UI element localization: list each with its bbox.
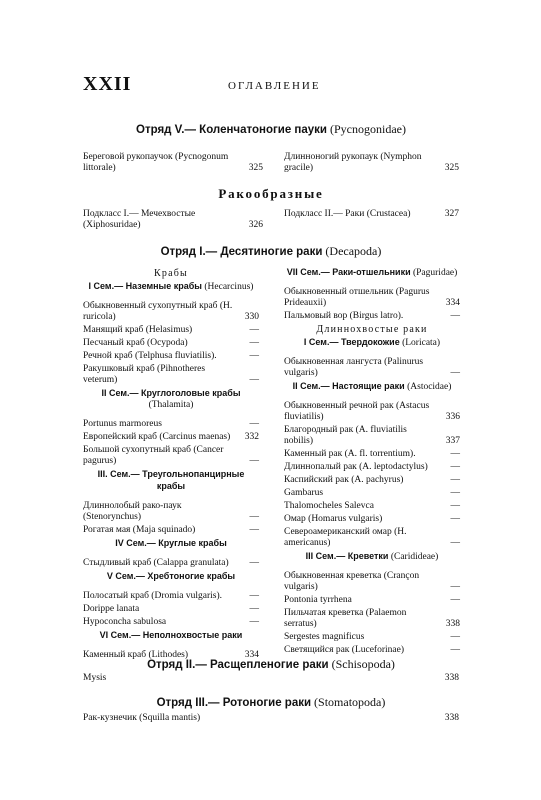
toc-entry[interactable]: Благородный рак (A. fluviatilis nobilis) 337 <box>284 425 460 446</box>
toc-entry[interactable]: Doripре lanata — <box>83 604 259 614</box>
toc-entry[interactable]: Длиннопалый рак (A. leptodactylus) — <box>284 462 460 472</box>
order-1-title: Отряд I.— Десятиногие раки <box>160 246 323 258</box>
toc-entry[interactable]: Рак-кузнечик (Squilla mantis) 338 <box>83 713 459 723</box>
order-3-heading <box>83 695 459 710</box>
toc-entry[interactable]: Sergestes magnificus — <box>284 632 460 642</box>
toc-entry[interactable]: Каспийский рак (A. pachyrus) — <box>284 475 460 485</box>
toc-entry[interactable]: Большой сухопутный краб (Cancer pagurus) — <box>83 445 259 466</box>
order-3-title: Отряд III.— Ротоногие раки <box>156 697 312 709</box>
toc-entry[interactable]: Обыкновенный сухопутный краб (H. ruricola) 330 <box>83 301 259 322</box>
family-heading: VII Сем.— Раки-отшельники (Paguridae) <box>286 267 458 278</box>
family-heading: I Сем.— Наземные крабы (Hecarcinus) <box>88 281 254 292</box>
right-column <box>284 267 460 658</box>
toc-entry[interactable]: Подкласс I.— Мечехвостые (Xiphosuridae) 326 <box>83 209 263 230</box>
order-1-latin: (Decapoda) <box>325 244 382 258</box>
toc-entry[interactable]: Европейский краб (Carcinus maenas) 332 <box>83 432 259 442</box>
family-heading: II Сем.— Настоящие раки (Astocidae) <box>292 381 452 392</box>
family-heading: III Сем.— Креветки (Caridideae) <box>305 551 439 562</box>
toc-entry[interactable]: Gambarus — <box>284 488 460 498</box>
toc-entry[interactable]: Обыкновенный отшельник (Pagurus Prideauxii) 334 <box>284 287 460 308</box>
toc-entry[interactable]: Омар (Homarus vulgaris) — <box>284 514 460 524</box>
toc-entry[interactable]: Portunus marmoreus — <box>83 419 259 429</box>
toc-entry[interactable]: Ракушковый краб (Pihnotheres veterum) — <box>83 364 259 385</box>
order-5-latin: (Pycnogonidae) <box>330 122 406 136</box>
family-heading: II Сем.— Круглоголовые крабы (Thalamita) <box>101 388 241 410</box>
longtail-heading: Длиннохвостые раки <box>316 324 428 335</box>
toc-entry[interactable]: Береговой рукопаучок (Pycnogonum littorale) 325 <box>83 152 263 173</box>
toc-entry[interactable]: Обыкновенный речной рак (Astacus fluviatilis) 336 <box>284 401 460 422</box>
toc-entry[interactable]: Длиннолобый рако-паук (Stenorynchus) — <box>83 501 259 522</box>
family-heading: VI Сем.— Неполнохвостые раки <box>99 630 243 640</box>
toc-entry[interactable]: Обыкновенная лангуста (Palinurus vulgaris) — <box>284 357 460 378</box>
family-heading: III. Сем.— Треугольнопанцирные крабы <box>97 469 245 491</box>
order-5-heading <box>83 122 459 137</box>
toc-entry[interactable]: Песчаный краб (Ocypoda) — <box>83 338 259 348</box>
toc-entry[interactable]: Речной краб (Telphusa fluviatilis). — <box>83 351 259 361</box>
toc-entry[interactable]: Североамериканский омар (H. americanus) — <box>284 527 460 548</box>
family-heading: V Сем.— Хребтоногие крабы <box>106 571 236 581</box>
toc-entry[interactable]: Обыкновенная креветка (Crançon vulgaris) — <box>284 571 460 592</box>
order-5-title: Отряд V.— Коленчатоногие пауки <box>136 124 327 136</box>
running-title: ОГЛАВЛЕНИЕ <box>228 80 321 92</box>
toc-entry[interactable]: Каменный рак (A. fl. torrentium). — <box>284 449 460 459</box>
toc-entry[interactable]: Hypoconcha sabulosa — <box>83 617 259 627</box>
family-heading: I Сем.— Твердокожие (Loricata) <box>303 337 441 348</box>
toc-entry[interactable]: Mysis 338 <box>83 673 459 683</box>
toc-entry[interactable]: Стыдливый краб (Calappa granulata) — <box>83 558 259 568</box>
toc-entry[interactable]: Светящийся рак (Luceforinae) — <box>284 645 460 655</box>
toc-entry[interactable]: Подкласс II.— Раки (Crustacea) 327 <box>284 209 459 219</box>
order-2-title: Отряд II.— Расщепленогие раки <box>147 659 329 671</box>
toc-entry[interactable]: Длинноногий рукопаук (Nymphon gracile) 325 <box>284 152 459 173</box>
crabs-heading: Крабы <box>154 268 188 279</box>
order-2-heading <box>83 657 459 672</box>
toc-entry[interactable]: Thalomocheles Salevca — <box>284 501 460 511</box>
toc-entry[interactable]: Каменный краб (Lithodes) 334 <box>83 650 259 660</box>
toc-entry[interactable]: Манящий краб (Helasimus) — <box>83 325 259 335</box>
toc-entry[interactable]: Пальмовый вор (Birgus latro). — <box>284 311 460 321</box>
order-1-heading <box>83 244 459 259</box>
family-heading: IV Сем.— Круглые крабы <box>115 538 227 548</box>
order-3-latin: (Stomatopoda) <box>314 695 386 709</box>
toc-entry[interactable]: Пильчатая креветка (Palaemon serratus) 338 <box>284 608 460 629</box>
order-2-latin: (Schisopoda) <box>331 657 395 671</box>
page-number: XXII <box>83 73 132 95</box>
left-column <box>83 268 259 663</box>
toc-entry[interactable]: Полосатый краб (Dromia vulgaris). — <box>83 591 259 601</box>
section-crustacea-title: Ракообразные <box>218 186 324 201</box>
toc-entry[interactable]: Рогатая мая (Maja squinado) — <box>83 525 259 535</box>
toc-entry[interactable]: Pontonia tyrrhena — <box>284 595 460 605</box>
